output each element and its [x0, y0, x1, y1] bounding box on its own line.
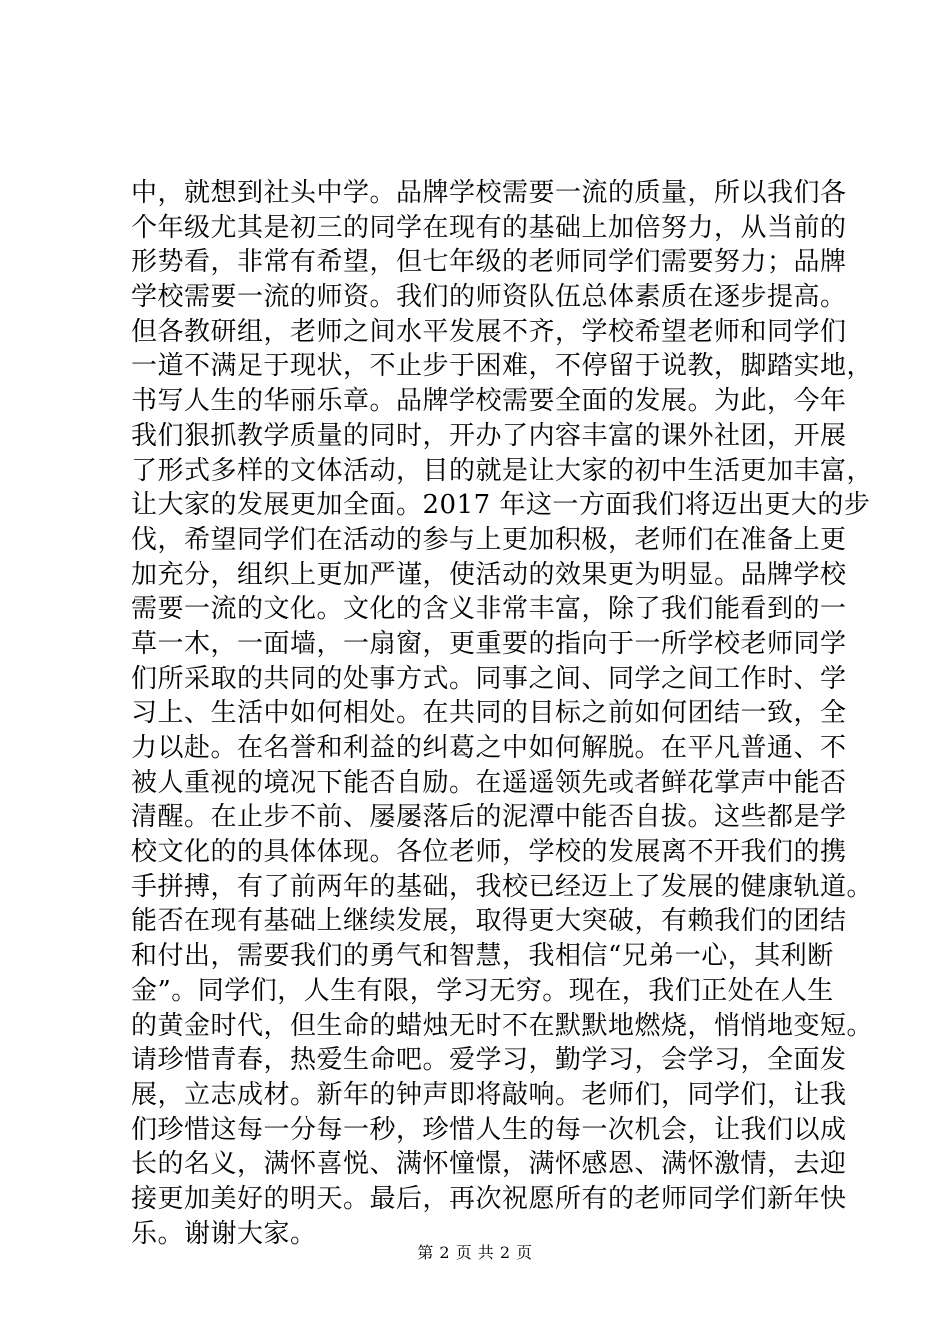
text-line: 学校需要一流的师资。我们的师资队伍总体素质在逐步提高。 [131, 282, 847, 313]
text-line: 草一木，一面墙，一扇窗，更重要的指向于一所学校老师同学 [131, 628, 847, 659]
text-line: 书写人生的华丽乐章。品牌学校需要全面的发展。为此，今年 [131, 386, 847, 417]
text-line-last: 乐。谢谢大家。 [131, 1218, 317, 1249]
text-line: 和付出，需要我们的勇气和智慧，我相信“兄弟一心，其利断 [131, 941, 834, 972]
body-text [131, 176, 874, 1251]
text-line: 让大家的发展更加全面。2017 年这一方面我们将迈出更大的步 [131, 490, 871, 521]
text-line: 金”。同学们，人生有限，学习无穷。现在，我们正处在人生 [131, 975, 834, 1006]
text-line: 中，就想到社头中学。品牌学校需要一流的质量，所以我们各 [131, 178, 847, 208]
text-line: 力以赴。在名誉和利益的纠葛之中如何解脱。在平凡普通、不 [131, 733, 847, 763]
page-number-footer: 第 2 页 共 2 页 [417, 1243, 533, 1262]
text-line: 展，立志成材。新年的钟声即将敲响。老师们，同学们，让我 [131, 1079, 847, 1110]
text-line: 请珍惜青春，热爱生命吧。爱学习，勤学习，会学习，全面发 [131, 1045, 847, 1076]
text-line: 校文化的的具体体现。各位老师，学校的发展离不开我们的携 [131, 837, 847, 868]
text-line: 的黄金时代，但生命的蜡烛无时不在默默地燃烧，悄悄地变短。 [131, 1010, 874, 1041]
text-line: 一道不满足于现状，不止步于困难，不停留于说教，脚踏实地， [131, 351, 874, 382]
text-line: 需要一流的文化。文化的含义非常丰富，除了我们能看到的一 [131, 594, 847, 625]
text-line: 手拼搏，有了前两年的基础，我校已经迈上了发展的健康轨道。 [131, 871, 874, 902]
text-line: 被人重视的境况下能否自励。在遥遥领先或者鲜花掌声中能否 [131, 767, 847, 798]
text-line: 形势看，非常有希望，但七年级的老师同学们需要努力；品牌 [131, 247, 847, 278]
text-line: 能否在现有基础上继续发展，取得更大突破，有赖我们的团结 [131, 906, 847, 937]
text-line: 接更加美好的明天。最后，再次祝愿所有的老师同学们新年快 [131, 1183, 847, 1214]
text-line: 长的名义，满怀喜悦、满怀憧憬，满怀感恩、满怀激情，去迎 [131, 1149, 847, 1180]
text-line: 们珍惜这每一分每一秒，珍惜人生的每一次机会，让我们以成 [131, 1114, 847, 1145]
text-line: 但各教研组，老师之间水平发展不齐，学校希望老师和同学们 [131, 316, 847, 347]
text-line: 们所采取的共同的处事方式。同事之间、同学之间工作时、学 [131, 663, 847, 694]
text-line: 习上、生活中如何相处。在共同的目标之前如何团结一致，全 [131, 698, 847, 729]
text-line: 个年级尤其是初三的同学在现有的基础上加倍努力，从当前的 [131, 212, 847, 243]
text-line: 伐，希望同学们在活动的参与上更加积极，老师们在准备上更 [131, 524, 847, 555]
text-line: 清醒。在止步不前、屡屡落后的泥潭中能否自拔。这些都是学 [131, 802, 847, 833]
text-line: 加充分，组织上更加严谨，使活动的效果更为明显。品牌学校 [131, 559, 847, 590]
text-line: 了形式多样的文体活动，目的就是让大家的初中生活更加丰富， [131, 455, 874, 486]
text-line: 我们狠抓教学质量的同时，开办了内容丰富的课外社团，开展 [131, 420, 847, 451]
